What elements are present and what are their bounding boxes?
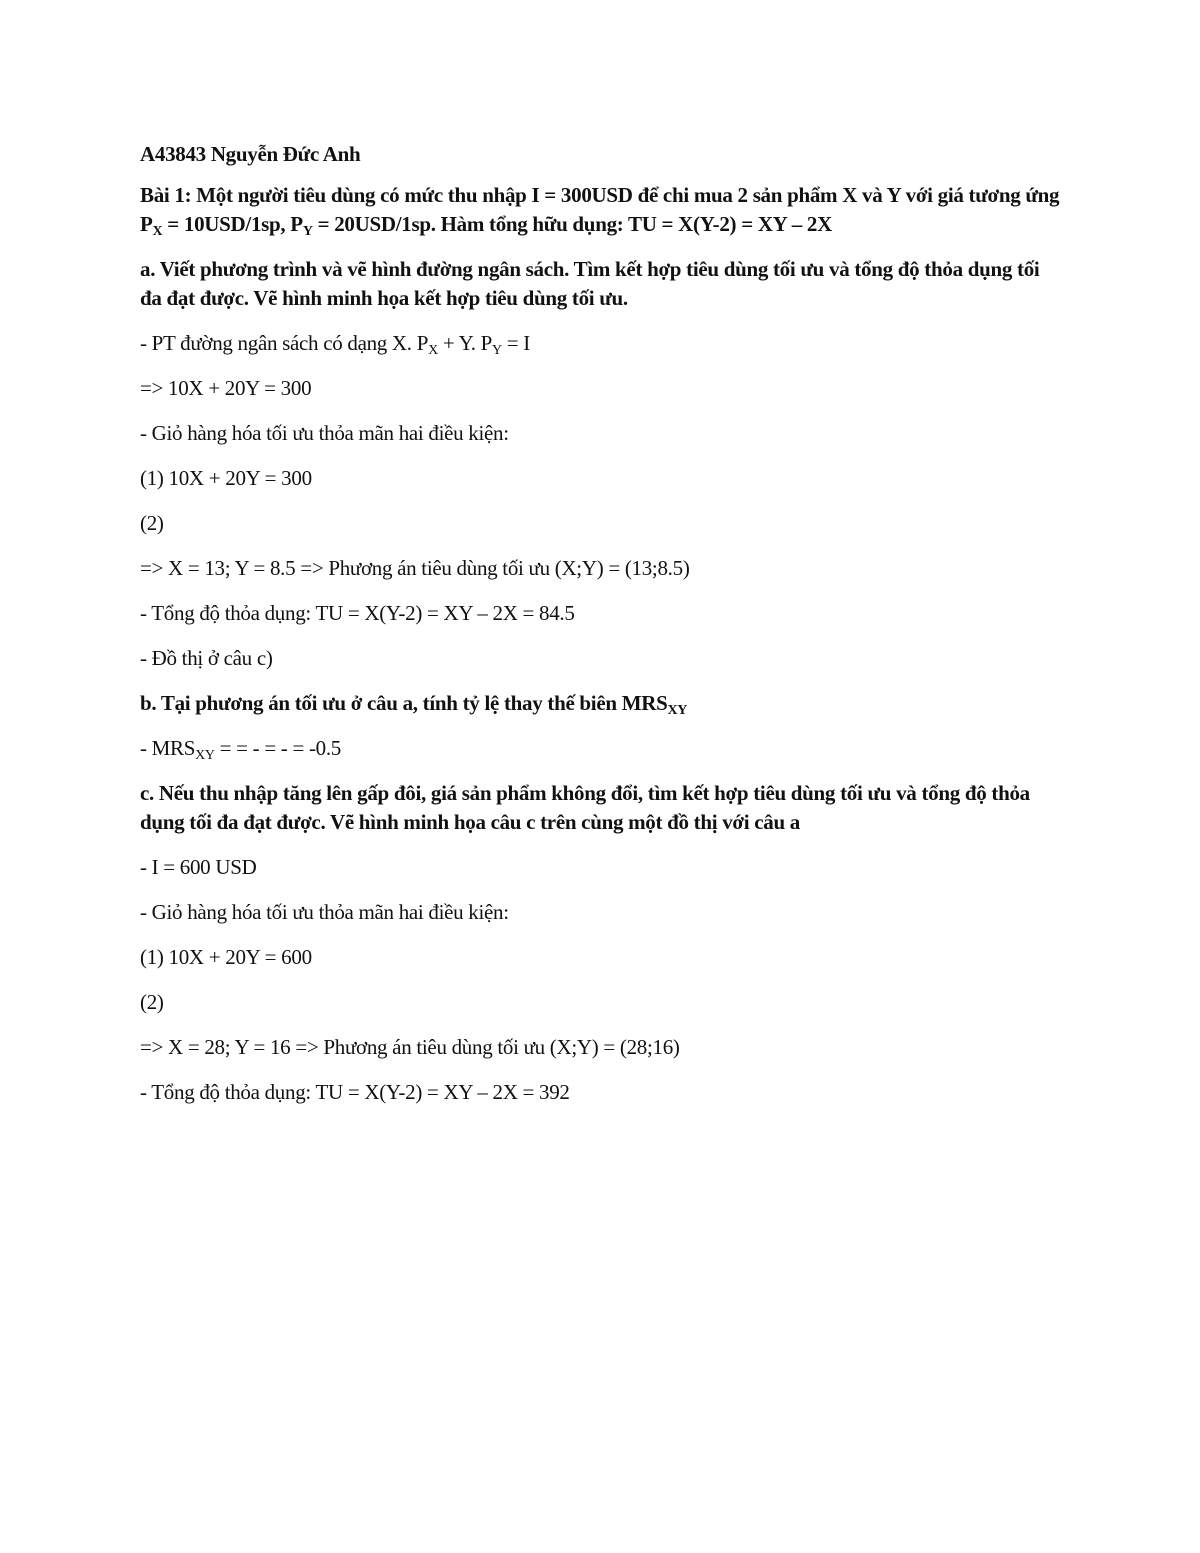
condition-1-c: (1) 10X + 20Y = 600 [140,945,312,969]
document-body [140,140,1060,1123]
title-text: A43843 Nguyễn Đức Anh [140,142,361,166]
budget-line-form [140,329,1060,358]
problem-statement [140,181,1060,239]
budget-equation: => 10X + 20Y = 300 [140,376,312,400]
price-x-subscript: X [152,224,163,239]
document-title [140,140,1060,169]
mrs-text-2: = = - = - = -0.5 [214,736,341,760]
mrs-calculation [140,734,1060,763]
utility-c: - Tổng độ thỏa dụng: TU = X(Y-2) = XY – 2X = 392 [140,1080,570,1104]
conditions-intro-c: - Giỏ hàng hóa tối ưu thỏa mãn hai điều kiện: [140,900,509,924]
part-c-heading-text: c. Nếu thu nhập tăng lên gấp đôi, giá sản phẩm không đổi, tìm kết hợp tiêu dùng tối ưu và tổng độ thỏa dụng tối đa đạt được. Vẽ hình minh họa câu c trên cùng một đồ thị với câu a [140,781,1030,834]
problem-text-1: Bài 1: Một người tiêu dùng có mức thu nhập I = 300USD để chi mua 2 sản phẩm X và Y với giá tương ứng P [140,183,1060,236]
part-a-heading [140,255,1060,313]
mrs-text-1: - MRS [140,736,196,760]
part-b-heading-text: b. Tại phương án tối ưu ở câu a, tính tỷ lệ thay thế biên MRS [140,691,668,715]
utility-a: - Tổng độ thỏa dụng: TU = X(Y-2) = XY – 2X = 84.5 [140,601,575,625]
budget-text-3: = I [501,331,530,355]
problem-text-2: = 10USD/1sp, P [162,212,303,236]
condition-2-a: (2) [140,511,164,535]
conditions-intro-a: - Giỏ hàng hóa tối ưu thỏa mãn hai điều kiện: [140,421,509,445]
budget-sub-y: Y [492,343,502,358]
condition-1-a: (1) 10X + 20Y = 300 [140,466,312,490]
mrs-subscript: XY [195,748,215,763]
part-c-heading [140,779,1060,837]
part-b-heading [140,689,1060,718]
budget-sub-x: X [428,343,438,358]
budget-text-2: + Y. P [437,331,493,355]
result-c: => X = 28; Y = 16 => Phương án tiêu dùng tối ưu (X;Y) = (28;16) [140,1035,680,1059]
price-y-subscript: Y [302,224,313,239]
problem-text-3: = 20USD/1sp. Hàm tổng hữu dụng: TU = X(Y-2) = XY – 2X [312,212,832,236]
graph-note: - Đồ thị ở câu c) [140,646,273,670]
result-a: => X = 13; Y = 8.5 => Phương án tiêu dùng tối ưu (X;Y) = (13;8.5) [140,556,690,580]
part-a-heading-text: a. Viết phương trình và vẽ hình đường ngân sách. Tìm kết hợp tiêu dùng tối ưu và tổng độ thỏa dụng tối đa đạt được. Vẽ hình minh họa kết hợp tiêu dùng tối ưu. [140,257,1040,310]
part-b-heading-subscript: XY [667,703,688,718]
budget-text-1: - PT đường ngân sách có dạng X. P [140,331,429,355]
condition-2-c: (2) [140,990,164,1014]
income-c: - I = 600 USD [140,855,257,879]
